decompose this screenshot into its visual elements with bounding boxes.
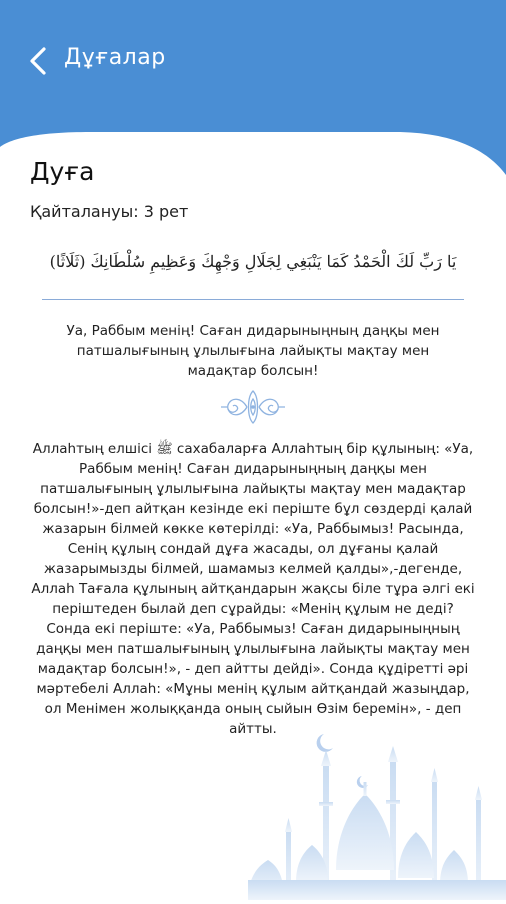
explanation-text: Аллаһтың елшісі ﷺ сахабаларға Аллаһтың бір құлының: «Уа, Раббым менің! Саған дидарыныңның даңқы мен патшалығының ұлылығына лайықты мақтау мен мадақтар болсын!»-деп айтқан кезінде екі періште бұл сөздерді қалай жазарын білмей көкке көтерілді: «Уа, Раббымыз! Расында, Сенің құлың сондай дұға жасады, ол дұғаны қалай жазарымызды білмей, шамамыз келмей қалды»,-дегенде, Аллаһ Тағала құлының айтқандарын жақсы біле тұра әлгі екі періштеден былай деп сұрайды: «Менің құлым не деді? Сонда екі періште: «Уа, Раббымыз! Саған дидарыныңның даңқы мен патшалығының ұлылығына лайықты мақтау мен мадақтар болсын!», - деп айтты дейді». Сонда құдіретті әрі мәртебелі Аллаһ: «Мұны менің құлым айтқандай жазыңдар, ол Менімен жолыққанда оның сыйын Өзім беремін», - деп айтты. [31,441,475,737]
header-title: Дұғалар [64,45,166,70]
app-header [0,0,506,175]
header-background [0,0,506,175]
mosque-silhouette-image [248,720,506,904]
translation-text: Уа, Раббым менің! Саған дидарыныңның даңқы мен патшалығының ұлылығына лайықты мақтау мен мадақтар болсын! [66,323,440,379]
dua-title: Дуға [30,157,95,186]
chevron-left-icon [24,44,56,78]
ornament-divider-icon [219,387,287,431]
arabic-text: يَا رَبِّ لَكَ الْحَمْدُ كَمَا يَنْبَغِي لِجَلَالِ وَجْهِكَ وَعَظِيمِ سُلْطَانِكَ (ثَلَاثًا) [49,252,457,271]
repeat-count: Қайталануы: 3 рет [30,202,189,221]
divider-line [42,299,464,300]
back-button[interactable] [24,44,56,78]
